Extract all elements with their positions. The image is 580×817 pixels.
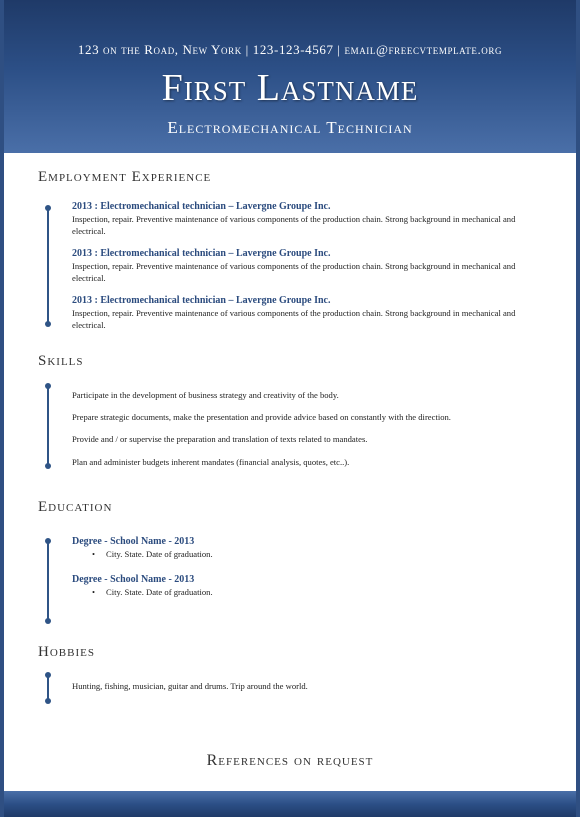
employment-entry-desc: Inspection, repair. Preventive maintenance of various components of the production chain. Strong background in mechanical and electrical. <box>72 214 516 236</box>
skills-heading: Skills <box>38 353 84 369</box>
candidate-name: First Lastname <box>161 67 419 109</box>
employment-entry-desc: Inspection, repair. Preventive maintenance of various components of the production chain. Strong background in mechanical and electrical. <box>72 261 516 283</box>
education-heading: Education <box>38 499 113 515</box>
skill-item: Plan and administer budgets inherent mandates (financial analysis, quotes, etc..). <box>72 457 350 467</box>
employment-entry-desc: Inspection, repair. Preventive maintenance of various components of the production chain. Strong background in mechanical and electrical. <box>72 308 516 330</box>
employment-timeline <box>47 208 49 324</box>
education-entry-detail: City. State. Date of graduation. <box>106 587 213 597</box>
education-entry <box>72 574 522 598</box>
skill-item: Participate in the development of business strategy and creativity of the body. <box>72 390 339 400</box>
education-entry-title: Degree - School Name - 2013 <box>72 536 195 547</box>
footer-banner <box>4 791 576 817</box>
education-entry-detail: City. State. Date of graduation. <box>106 549 213 559</box>
bullet-icon: • <box>92 587 96 597</box>
employment-entry <box>72 201 522 237</box>
employment-entry <box>72 248 522 284</box>
hobbies-heading: Hobbies <box>38 644 95 660</box>
header-banner <box>4 0 576 153</box>
education-entry-item <box>72 586 522 598</box>
education-entry <box>72 536 522 560</box>
employment-entry-title: 2013 : Electromechanical technician – Lavergne Groupe Inc. <box>72 295 331 306</box>
skill-item: Prepare strategic documents, make the presentation and provide advice based on constantly with the direction. <box>72 412 451 422</box>
education-timeline <box>47 541 49 621</box>
hobbies-text: Hunting, fishing, musician, guitar and drums. Trip around the world. <box>72 681 308 691</box>
references-note: References on request <box>206 752 374 769</box>
hobbies-timeline <box>47 675 49 701</box>
education-entry-title: Degree - School Name - 2013 <box>72 574 195 585</box>
skill-item: Provide and / or supervise the preparation and translation of texts related to mandates. <box>72 434 368 444</box>
education-entry-item <box>72 548 522 560</box>
employment-heading: Employment Experience <box>38 169 212 185</box>
employment-entry <box>72 295 522 331</box>
contact-line: 123 on the Road, New York | 123-123-4567 | email@freecvtemplate.org <box>77 42 503 57</box>
employment-entry-title: 2013 : Electromechanical technician – Lavergne Groupe Inc. <box>72 248 331 259</box>
bullet-icon: • <box>92 549 96 559</box>
employment-entry-title: 2013 : Electromechanical technician – Lavergne Groupe Inc. <box>72 201 331 212</box>
skills-timeline <box>47 386 49 466</box>
job-title: Electromechanical Technician <box>167 118 413 137</box>
